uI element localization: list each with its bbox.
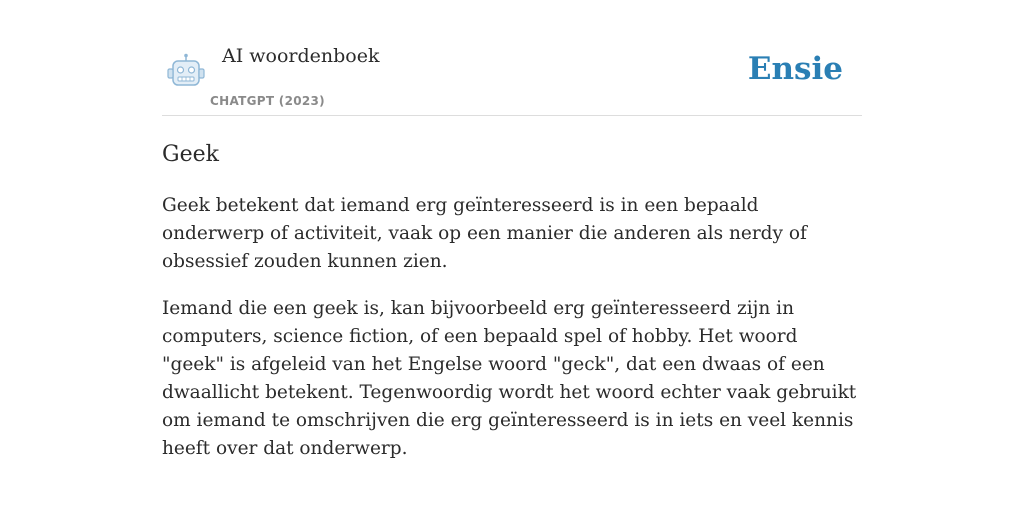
brand-logo[interactable]: Ensie	[747, 51, 843, 87]
source-title[interactable]: AI woordenboek	[222, 45, 380, 67]
entry-header	[162, 40, 862, 116]
definition-body	[162, 192, 862, 463]
source-meta: CHATGPT (2023)	[210, 94, 325, 108]
definition-paragraph: Iemand die een geek is, kan bijvoorbeeld erg geïnteresseerd zijn in computers, science fiction, of een bepaald spel of hobby. Het woord "geek" is afgeleid van het Engelse woord "geck", dat een dwaas of een dwaallicht betekent. Tegenwoordig wordt het woord echter vaak gebruikt om iemand te omschrijven die erg geïnteresseerd is in iets en veel kennis heeft over dat onderwerp.	[162, 298, 857, 459]
entry-card	[162, 40, 862, 463]
definition-paragraph: Geek betekent dat iemand erg geïnteresseerd is in een bepaald onderwerp of activiteit, vaak op een manier die anderen als nerdy of obsessief zouden kunnen zien.	[162, 195, 807, 272]
entry-term: Geek	[162, 142, 219, 167]
robot-icon	[166, 53, 206, 89]
